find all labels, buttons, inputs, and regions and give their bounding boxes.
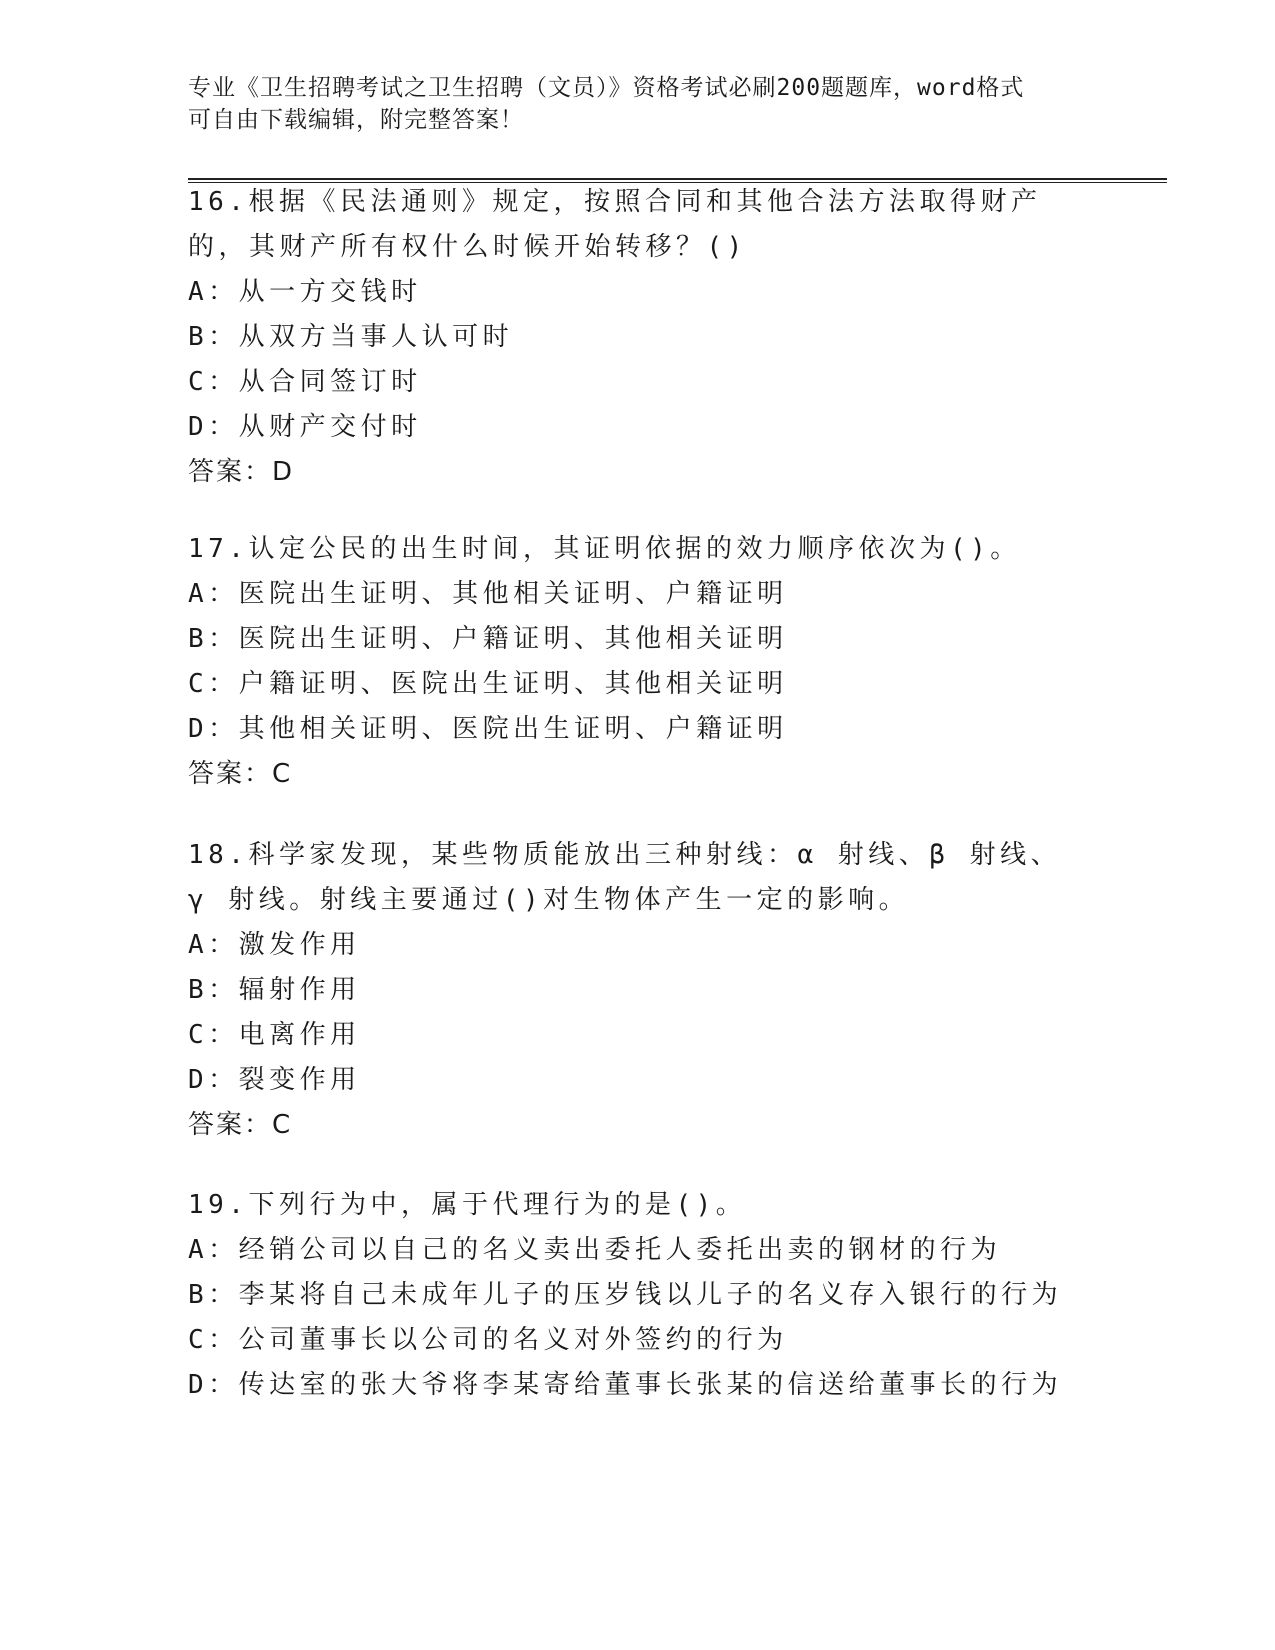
option-b: B：从双方当事人认可时 (188, 322, 514, 352)
option-a: A：激发作用 (188, 930, 361, 960)
option-c: C：户籍证明、医院出生证明、其他相关证明 (188, 669, 788, 699)
question-stem: 18.科学家发现，某些物质能放出三种射线：α 射线、β 射线、γ 射线。射线主要通过()对生物体产生一定的影响。 (188, 840, 1062, 915)
option-d: D：其他相关证明、医院出生证明、户籍证明 (188, 714, 788, 744)
option-d: D：裂变作用 (188, 1065, 361, 1095)
option-c: C：电离作用 (188, 1020, 361, 1050)
answer-line: 答案：D (188, 457, 295, 487)
option-d: D：传达室的张大爷将李某寄给董事长张某的信送给董事长的行为 (188, 1370, 1063, 1400)
question-16 (188, 180, 1078, 495)
option-a: A：经销公司以自己的名义卖出委托人委托出卖的钢材的行为 (188, 1235, 1002, 1265)
answer-line: 答案：C (188, 1110, 293, 1140)
question-stem: 17.认定公民的出生时间，其证明依据的效力顺序依次为()。 (188, 534, 1021, 564)
question-18 (188, 833, 1078, 1148)
option-c: C：从合同签订时 (188, 367, 422, 397)
option-c: C：公司董事长以公司的名义对外签约的行为 (188, 1325, 788, 1355)
question-17 (188, 527, 1078, 797)
header-line-2: 可自由下载编辑，附完整答案！ (188, 107, 524, 133)
option-b: B：辐射作用 (188, 975, 361, 1005)
answer-line: 答案：C (188, 759, 293, 789)
option-a: A：从一方交钱时 (188, 277, 422, 307)
question-stem: 19.下列行为中，属于代理行为的是()。 (188, 1190, 747, 1220)
option-a: A：医院出生证明、其他相关证明、户籍证明 (188, 579, 788, 609)
option-b: B：医院出生证明、户籍证明、其他相关证明 (188, 624, 788, 654)
header-line-1: 专业《卫生招聘考试之卫生招聘（文员）》资格考试必刷200题题库，word格式 (188, 75, 1025, 101)
question-19 (188, 1183, 1078, 1408)
question-stem: 16.根据《民法通则》规定，按照合同和其他合法方法取得财产的，其财产所有权什么时候开始转移？() (188, 187, 1042, 262)
document-header (188, 72, 1078, 136)
option-b: B：李某将自己未成年儿子的压岁钱以儿子的名义存入银行的行为 (188, 1280, 1063, 1310)
option-d: D：从财产交付时 (188, 412, 422, 442)
